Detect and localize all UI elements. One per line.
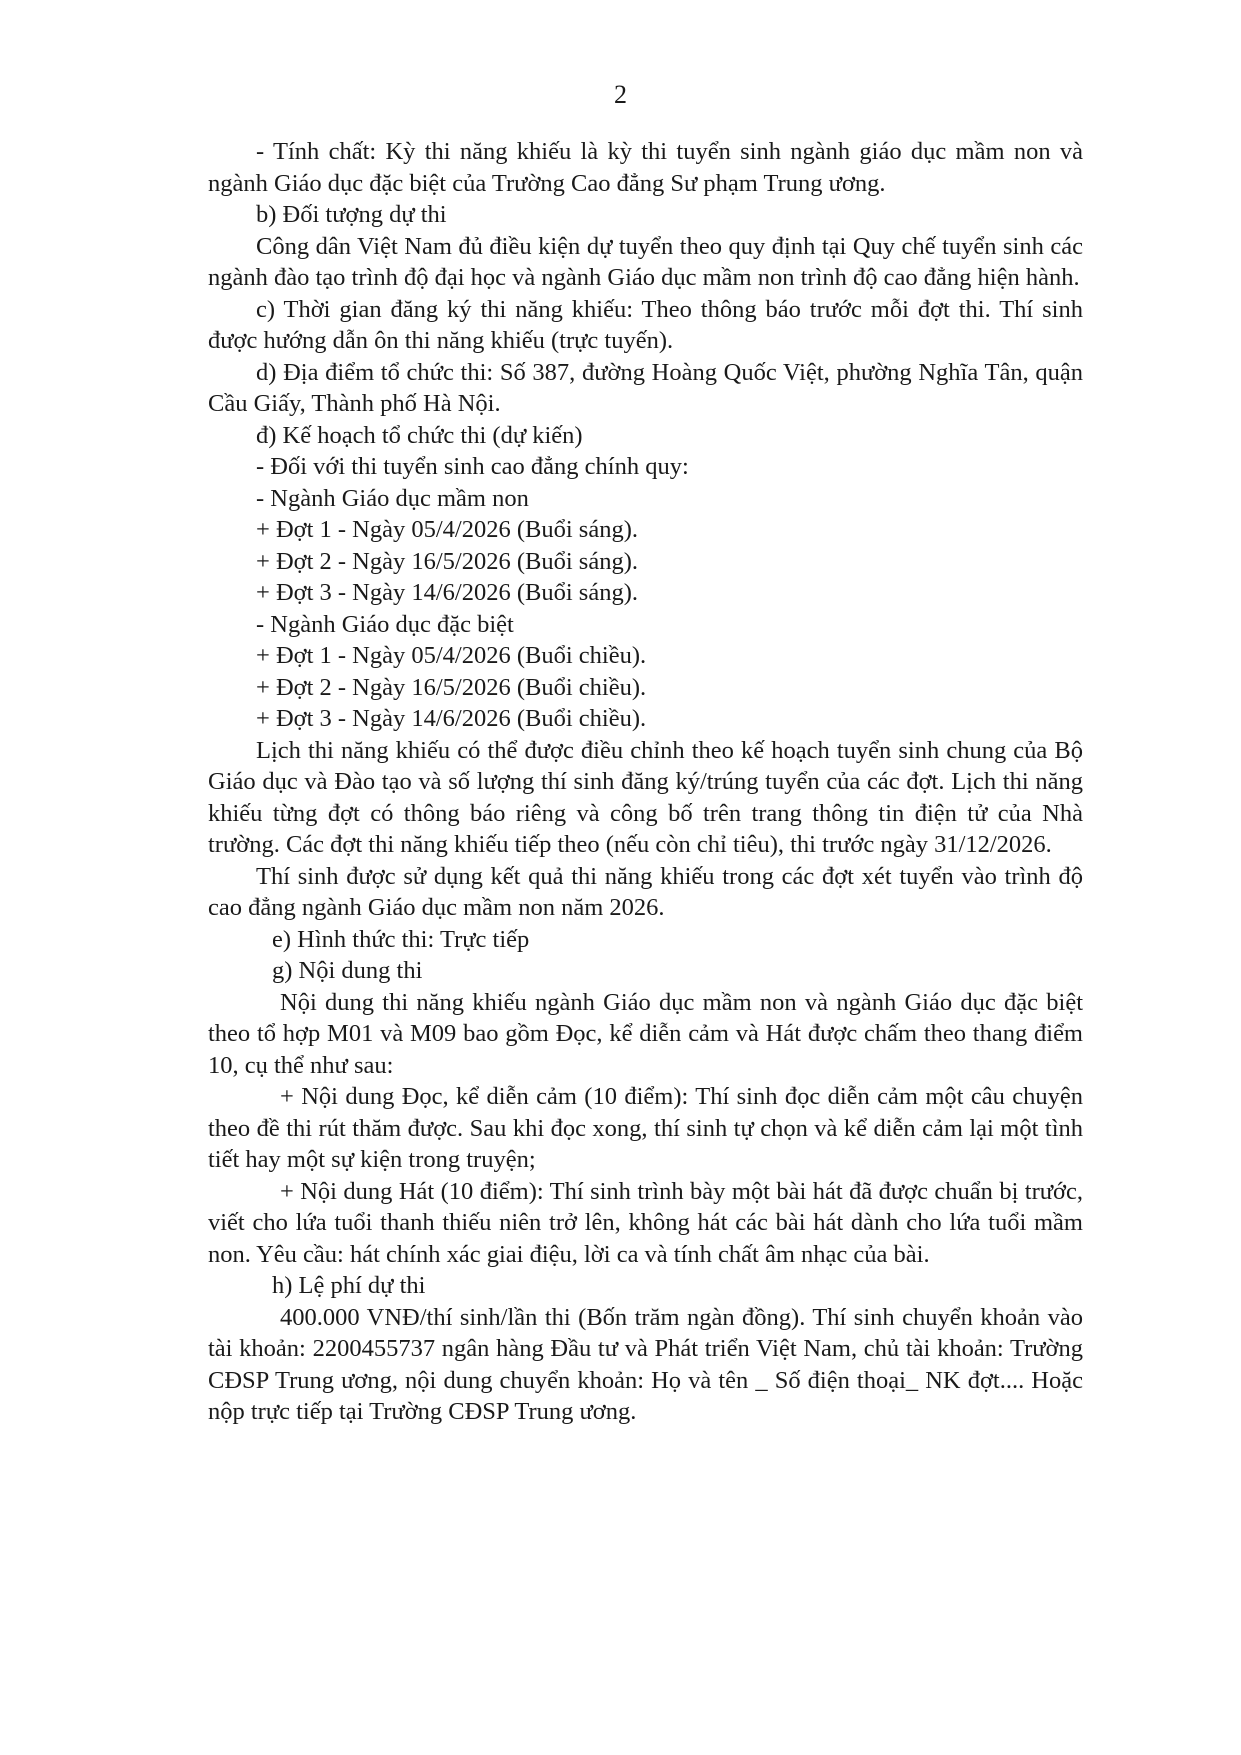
list-item: - Đối với thi tuyển sinh cao đẳng chính quy:	[256, 453, 689, 480]
list-item: + Đợt 3 - Ngày 14/6/2026 (Buổi chiều).	[256, 705, 647, 732]
paragraph-exam-location: d) Địa điểm tổ chức thi: Số 387, đường Hoàng Quốc Việt, phường Nghĩa Tân, quận Cầu Giấy, Thành phố Hà Nội.	[208, 358, 1083, 417]
list-item: + Đợt 3 - Ngày 14/6/2026 (Buổi sáng).	[256, 579, 638, 606]
list-item: - Ngành Giáo dục mầm non	[256, 484, 529, 512]
list-item: + Đợt 2 - Ngày 16/5/2026 (Buổi chiều).	[256, 673, 647, 701]
paragraph-candidates: Công dân Việt Nam đủ điều kiện dự tuyển theo quy định tại Quy chế tuyển sinh các ngành đào tạo trình độ đại học và ngành Giáo dục mầm non trình độ cao đẳng hiện hành.	[208, 232, 1083, 291]
paragraph-fee: 400.000 VNĐ/thí sinh/lần thi (Bốn trăm ngàn đồng). Thí sinh chuyển khoản vào tài khoản: 2200455737 ngân hàng Đầu tư và Phát triển Việt Nam, chủ tài khoản: Trường CĐSP Trung ương, nội dung chuyển khoản: Họ và tên _ Số điện thoại_ NK đợt.... Hoặc nộp trực tiếp tại Trường CĐSP Trung ương.	[208, 1303, 1083, 1425]
page-number: 2	[614, 80, 627, 109]
paragraph-singing: + Nội dung Hát (10 điểm): Thí sinh trình bày một bài hát đã được chuẩn bị trước, viết cho lứa tuổi thanh thiếu niên trở lên, không hát các bài hát dành cho lứa tuổi mầm non. Yêu cầu: hát chính xác giai điệu, lời ca và tính chất âm nhạc của bài.	[208, 1177, 1083, 1268]
list-item: + Đợt 2 - Ngày 16/5/2026 (Buổi sáng).	[256, 547, 638, 575]
heading-g-content: g) Nội dung thi	[272, 957, 423, 984]
paragraph-content: Nội dung thi năng khiếu ngành Giáo dục mầm non và ngành Giáo dục đặc biệt theo tổ hợp M01 và M09 bao gồm Đọc, kể diễn cảm và Hát được chấm theo thang điểm 10, cụ thể như sau:	[208, 988, 1083, 1079]
heading-d-plan: đ) Kế hoạch tổ chức thi (dự kiến)	[256, 421, 583, 449]
paragraph-schedule-note: Lịch thi năng khiếu có thể được điều chỉnh theo kế hoạch tuyển sinh chung của Bộ Giáo dục và Đào tạo và số lượng thí sinh đăng ký/trúng tuyển của các đợt. Lịch thi năng khiếu từng đợt có thông báo riêng và công bố trên trang thông tin điện tử của Nhà trường. Các đợt thi năng khiếu tiếp theo (nếu còn chỉ tiêu), thi trước ngày 31/12/2026.	[208, 736, 1083, 858]
list-item: + Đợt 1 - Ngày 05/4/2026 (Buổi sáng).	[256, 516, 638, 543]
paragraph-registration-time: c) Thời gian đăng ký thi năng khiếu: Theo thông báo trước mỗi đợt thi. Thí sinh được hướng dẫn ôn thi năng khiếu (trực tuyến).	[208, 295, 1083, 354]
document-body	[208, 136, 1083, 1428]
heading-h-fee: h) Lệ phí dự thi	[272, 1272, 426, 1299]
list-item: + Đợt 1 - Ngày 05/4/2026 (Buổi chiều).	[256, 642, 647, 669]
heading-e-format: e) Hình thức thi: Trực tiếp	[272, 925, 530, 953]
list-item: - Ngành Giáo dục đặc biệt	[256, 610, 514, 638]
paragraph-nature: - Tính chất: Kỳ thi năng khiếu là kỳ thi tuyển sinh ngành giáo dục mầm non và ngành Giáo dục đặc biệt của Trường Cao đẳng Sư phạm Trung ương.	[208, 138, 1083, 197]
paragraph-results-use: Thí sinh được sử dụng kết quả thi năng khiếu trong các đợt xét tuyển vào trình độ cao đẳng ngành Giáo dục mầm non năm 2026.	[208, 862, 1083, 921]
paragraph-reading: + Nội dung Đọc, kể diễn cảm (10 điểm): Thí sinh đọc diễn cảm một câu chuyện theo đề thi rút thăm được. Sau khi đọc xong, thí sinh tự chọn và kể diễn cảm lại một tình tiết hay một sự kiện trong truyện;	[208, 1083, 1083, 1173]
heading-b-candidates: b) Đối tượng dự thi	[256, 201, 447, 228]
